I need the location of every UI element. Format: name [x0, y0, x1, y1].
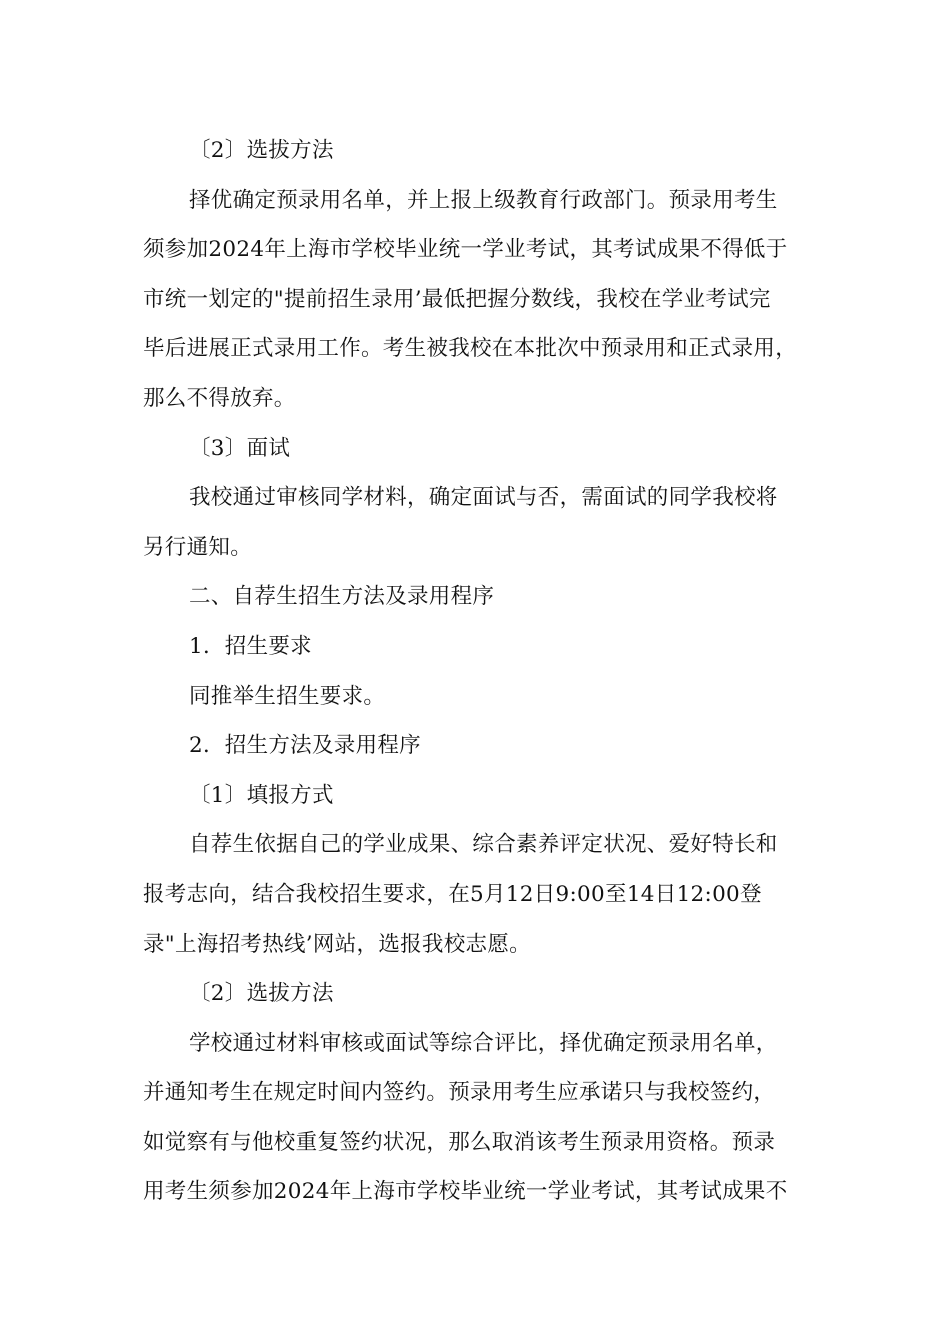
paragraph-line: 报考志向，结合我校招生要求，在5月12日9:00至14日12:00登 [143, 881, 762, 907]
document-body [143, 126, 813, 1217]
subheading-methods: 2．招生方法及录用程序 [189, 733, 421, 759]
section-heading: 二、自荐生招生方法及录用程序 [189, 584, 495, 610]
paragraph-line: 毕后进展正式录用工作。考生被我校在本批次中预录用和正式录用， [143, 336, 798, 362]
paragraph-line: 另行通知。 [143, 534, 253, 560]
subheading-interview: 〔3〕面试 [189, 435, 291, 461]
subheading-selection-method: 〔2〕选拔方法 [189, 981, 334, 1007]
subheading-filing-method: 〔1〕填报方式 [189, 782, 334, 808]
paragraph-line: 择优确定预录用名单，并上报上级教育行政部门。预录用考生 [189, 187, 778, 213]
paragraph-line: 如觉察有与他校重复签约状况，那么取消该考生预录用资格。预录 [143, 1129, 776, 1155]
paragraph-line: 市统一划定的"提前招生录用’最低把握分数线，我校在学业考试完 [143, 286, 771, 312]
subheading-requirements: 1．招生要求 [189, 633, 312, 659]
subheading-selection-method: 〔2〕选拔方法 [189, 138, 334, 163]
paragraph-line: 那么不得放弃。 [143, 385, 296, 411]
paragraph-line: 学校通过材料审核或面试等综合评比，择优确定预录用名单， [189, 1030, 778, 1056]
paragraph-line: 同推举生招生要求。 [189, 683, 386, 709]
paragraph-line: 须参加2024年上海市学校毕业统一学业考试，其考试成果不得低于 [143, 237, 788, 263]
paragraph-line: 用考生须参加2024年上海市学校毕业统一学业考试，其考试成果不 [143, 1179, 788, 1205]
paragraph-line: 自荐生依据自己的学业成果、综合素养评定状况、爱好特长和 [189, 832, 778, 858]
paragraph-line: 录"上海招考热线’网站，选报我校志愿。 [143, 931, 531, 957]
paragraph-line: 并通知考生在规定时间内签约。预录用考生应承诺只与我校签约， [143, 1080, 776, 1106]
paragraph-line: 我校通过审核同学材料，确定面试与否，需面试的同学我校将 [189, 485, 778, 511]
